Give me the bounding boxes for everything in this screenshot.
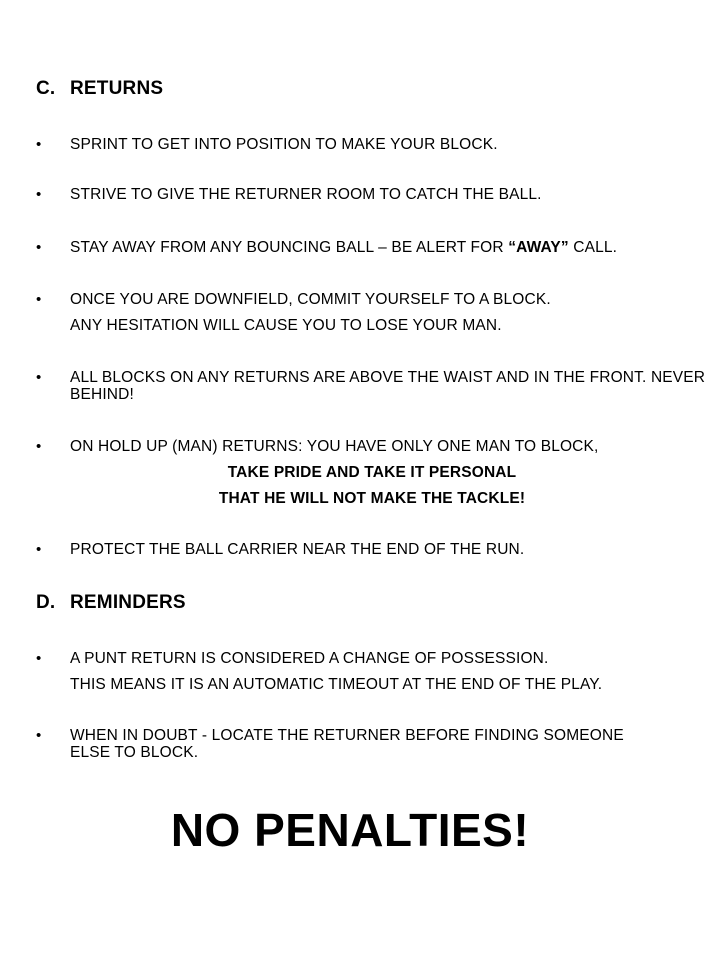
section-title: RETURNS bbox=[70, 78, 164, 99]
bullet-icon: • bbox=[36, 650, 42, 667]
bullet-text: PROTECT THE BALL CARRIER NEAR THE END OF THE RUN. bbox=[70, 541, 525, 558]
bullet-text: STRIVE TO GIVE THE RETURNER ROOM TO CATCH THE BALL. bbox=[70, 186, 542, 203]
bullet-text: SPRINT TO GET INTO POSITION TO MAKE YOUR BLOCK. bbox=[70, 136, 498, 153]
bullet-icon: • bbox=[36, 136, 42, 153]
bullet-icon: • bbox=[36, 438, 42, 455]
bullet-continuation: ANY HESITATION WILL CAUSE YOU TO LOSE YOUR MAN. bbox=[70, 317, 502, 334]
bullet-icon: • bbox=[36, 369, 42, 386]
emphasis-line: THAT HE WILL NOT MAKE THE TACKLE! bbox=[218, 490, 526, 507]
bullet-text bbox=[70, 239, 710, 256]
bullet-text: ON HOLD UP (MAN) RETURNS: YOU HAVE ONLY ONE MAN TO BLOCK, bbox=[70, 438, 599, 455]
section-title: REMINDERS bbox=[70, 592, 186, 613]
bullet-text: ALL BLOCKS ON ANY RETURNS ARE ABOVE THE WAIST AND IN THE FRONT. NEVER BEHIND! bbox=[70, 369, 706, 403]
bullet-text: A PUNT RETURN IS CONSIDERED A CHANGE OF POSSESSION. bbox=[70, 650, 549, 667]
section-letter: C. bbox=[36, 78, 56, 99]
bullet-text: WHEN IN DOUBT - LOCATE THE RETURNER BEFORE FINDING SOMEONE ELSE TO BLOCK. bbox=[70, 727, 624, 761]
bullet-text-end: CALL. bbox=[568, 239, 618, 256]
bullet-text-start: STAY AWAY FROM ANY BOUNCING BALL – BE ALERT FOR bbox=[70, 239, 509, 256]
section-heading-reminders bbox=[36, 592, 186, 614]
emphasis-line: TAKE PRIDE AND TAKE IT PERSONAL bbox=[227, 464, 517, 481]
bullet-text: ONCE YOU ARE DOWNFIELD, COMMIT YOURSELF TO A BLOCK. bbox=[70, 291, 551, 308]
section-letter: D. bbox=[36, 592, 56, 613]
away-call-word: “AWAY” bbox=[508, 239, 569, 256]
bullet-icon: • bbox=[36, 291, 42, 308]
bullet-icon: • bbox=[36, 186, 42, 203]
bullet-icon: • bbox=[36, 727, 42, 744]
closing-headline: NO PENALTIES! bbox=[170, 804, 530, 856]
bullet-icon: • bbox=[36, 239, 42, 256]
section-heading-returns bbox=[36, 78, 163, 100]
bullet-continuation: THIS MEANS IT IS AN AUTOMATIC TIMEOUT AT THE END OF THE PLAY. bbox=[70, 676, 603, 693]
bullet-icon: • bbox=[36, 541, 42, 558]
